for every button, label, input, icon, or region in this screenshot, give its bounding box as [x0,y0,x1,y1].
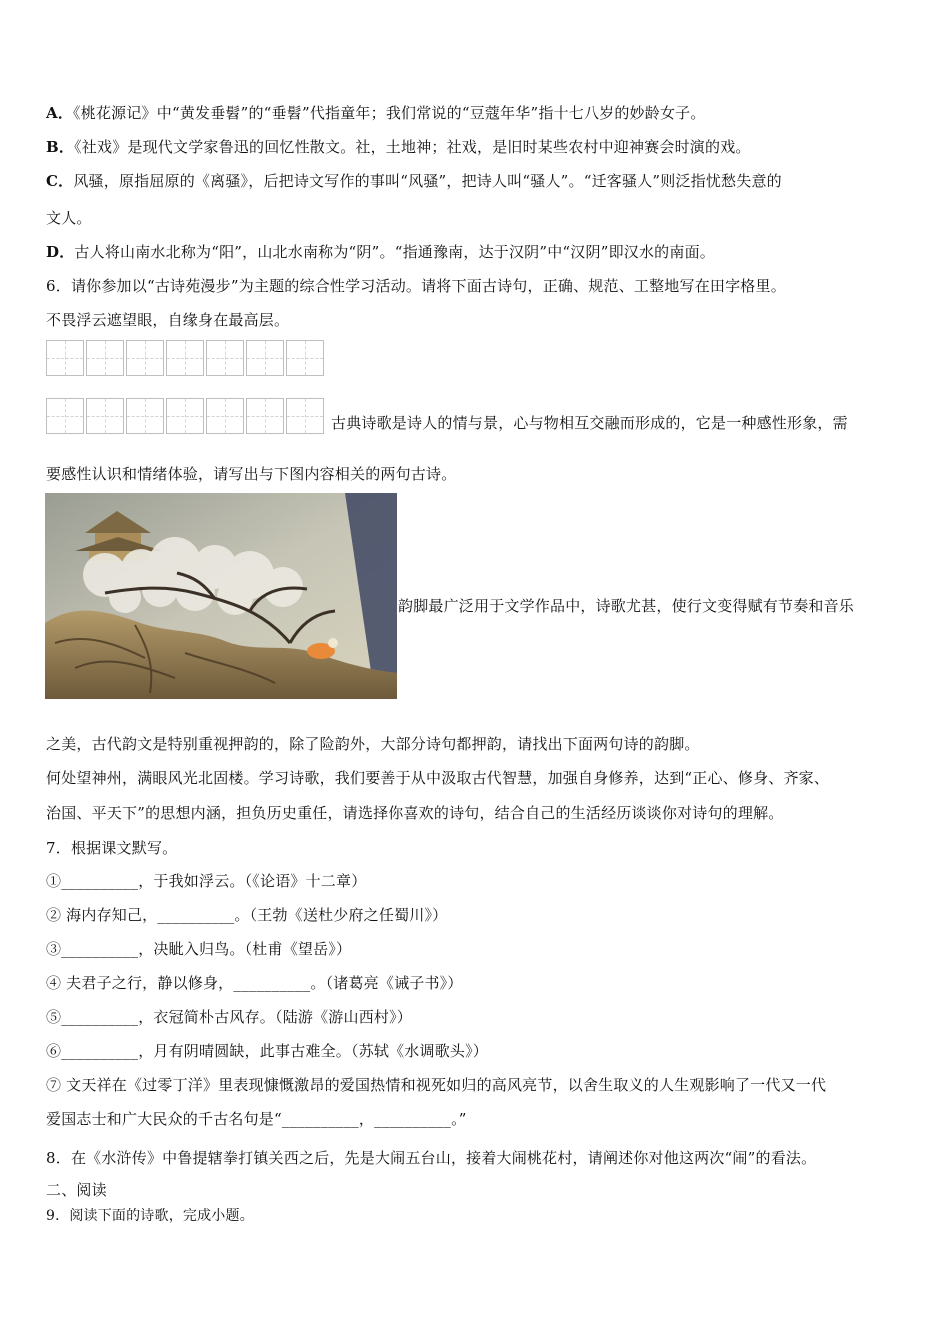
writing-grid-row-1 [46,340,326,376]
option-a: A．《桃花源记》中“黄发垂髫”的“垂髫”代指童年；我们常说的“豆蔻年华”指十七八岁的妙龄女子。 [46,104,706,122]
grid-cell[interactable] [46,398,84,434]
q7-item-3: ③__________，决眦入归鸟。（杜甫《望岳》） [46,940,352,958]
q6-paragraph-1-line-2: 要感性认识和情绪体验，请写出与下图内容相关的两句古诗。 [46,465,457,483]
grid-cell[interactable] [86,398,124,434]
question-6: 6．请你参加以“古诗苑漫步”为主题的综合性学习活动。请将下面古诗句，正确、规范、工整地写在田字格里。 [46,277,786,295]
question-9: 9．阅读下面的诗歌，完成小题。 [46,1208,254,1224]
q6-paragraph-2-head: 韵脚最广泛用于文学作品中，诗歌尤甚，使行文变得赋有节奏和音乐 [398,597,855,615]
q6-paragraph-3-line-2: 治国、平天下”的思想内涵，担负历史重任，请选择你喜欢的诗句，结合自己的生活经历谈谈你对诗句的理解。 [46,804,784,822]
section-heading: 二、阅读 [46,1181,107,1199]
grid-cell[interactable] [166,398,204,434]
writing-grid-row-2 [46,398,326,434]
option-c: C．风骚，原指屈原的《离骚》，后把诗文写作的事叫“风骚”，把诗人叫“骚人”。“迁客骚人”则泛指忧愁失意的 [46,172,782,190]
grid-cell[interactable] [46,340,84,376]
grid-cell[interactable] [246,398,284,434]
grid-cell[interactable] [126,398,164,434]
q7-item-7-continued: 爱国志士和广大民众的千古名句是“__________，__________。” [46,1110,467,1128]
grid-cell[interactable] [246,340,284,376]
q7-item-2: ② 海内存知己，__________。（王勃《送杜少府之任蜀川》） [46,906,448,924]
q6-verse: 不畏浮云遮望眼，自缘身在最高层。 [46,311,290,329]
question-8: 8．在《水浒传》中鲁提辖拳打镇关西之后，先是大闹五台山，接着大闹桃花村，请阐述你对他这两次“闹”的看法。 [46,1149,817,1167]
grid-cell[interactable] [86,340,124,376]
grid-cell[interactable] [286,398,324,434]
grid-cell[interactable] [206,398,244,434]
option-c-continued: 文人。 [46,209,92,227]
option-d: D．古人将山南水北称为“阳”，山北水南称为“阴”。“指通豫南，达于汉阴”中“汉阴”即汉水的南面。 [46,243,715,261]
q6-paragraph-3-line-1: 何处望神州，满眼风光北固楼。学习诗歌，我们要善于从中汲取古代智慧，加强自身修养，达到“正心、修身、齐家、 [46,769,830,787]
q7-item-5: ⑤__________，衣冠简朴古风存。（陆游《游山西村》） [46,1008,413,1026]
option-b: B．《社戏》是现代文学家鲁迅的回忆性散文。社，土地神；社戏，是旧时某些农村中迎神赛会时演的戏。 [46,138,751,156]
grid-cell[interactable] [166,340,204,376]
q7-item-6: ⑥__________，月有阴晴圆缺，此事古难全。（苏轼《水调歌头》） [46,1042,489,1060]
grid-cell[interactable] [206,340,244,376]
q7-item-7: ⑦ 文天祥在《过零丁洋》里表现慷慨激昂的爱国热情和视死如归的高风亮节，以舍生取义的人生观影响了一代又一代 [46,1076,827,1094]
q7-item-1: ①__________，于我如浮云。（《论语》十二章） [46,872,367,890]
q7-item-4: ④ 夫君子之行，静以修身，__________。（诸葛亮《诫子书》） [46,974,463,992]
landscape-painting [45,493,397,699]
q6-paragraph-1-tail: 古典诗歌是诗人的情与景，心与物相互交融而形成的，它是一种感性形象，需 [331,414,848,432]
grid-cell[interactable] [126,340,164,376]
grid-cell[interactable] [286,340,324,376]
question-7: 7．根据课文默写。 [46,839,178,857]
q6-paragraph-2-line-2: 之美，古代韵文是特别重视押韵的，除了险韵外，大部分诗句都押韵，请找出下面两句诗的韵脚。 [46,735,700,753]
